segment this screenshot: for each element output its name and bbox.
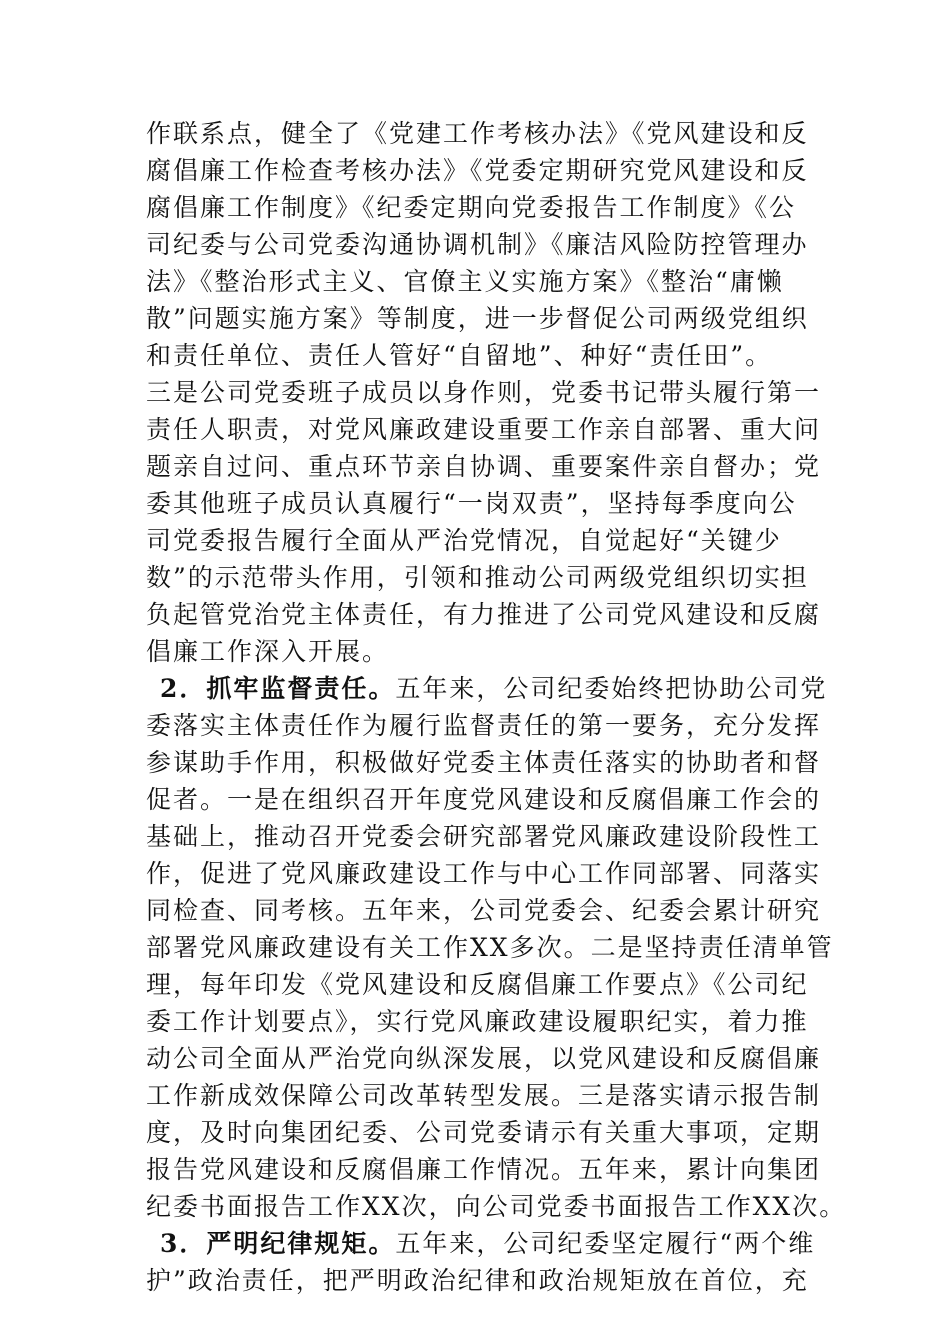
paragraph-line: 散”问题实施方案》等制度，进一步督促公司两级党组织	[146, 304, 809, 333]
paragraph-line: 三是公司党委班子成员以身作则，党委书记带头履行第一	[146, 378, 822, 407]
paragraph-line: 同检查、同考核。五年来，公司党委会、纪委会累计研究	[146, 896, 822, 925]
paragraph-line: 部署党风廉政建设有关工作XX多次。二是坚持责任清单管	[146, 933, 834, 962]
paragraph-line: 和责任单位、责任人管好“自留地”、种好“责任田”。	[146, 341, 773, 370]
section-2-heading: 2．抓牢监督责任。	[160, 674, 396, 703]
paragraph-line: 腐倡廉工作检查考核办法》《党委定期研究党风建设和反	[146, 156, 809, 185]
paragraph-line: 法》《整治形式主义、官僚主义实施方案》《整治“庸懒	[146, 267, 784, 296]
paragraph-line: 促者。一是在组织召开年度党风建设和反腐倡廉工作会的	[146, 785, 822, 814]
paragraph-line: 委工作计划要点》，实行党风廉政建设履职纪实，着力推	[146, 1007, 809, 1036]
section-3-heading: 3．严明纪律规矩。	[160, 1229, 396, 1258]
paragraph-line: 报告党风建设和反腐倡廉工作情况。五年来，累计向集团	[146, 1155, 822, 1184]
section-2-first-line	[146, 670, 828, 707]
paragraph-line: 数”的示范带头作用，引领和推动公司两级党组织切实担	[146, 563, 809, 592]
paragraph-line: 委其他班子成员认真履行“一岗双责”，坚持每季度向公	[146, 489, 797, 518]
paragraph-line: 倡廉工作深入开展。	[146, 637, 390, 666]
paragraph-line: 司纪委与公司党委沟通协调机制》《廉洁风险防控管理办	[146, 230, 809, 259]
paragraph-line: 题亲自过问、重点环节亲自协调、重要案件亲自督办；党	[146, 452, 822, 481]
paragraph-line: 责任人职责，对党风廉政建设重要工作亲自部署、重大问	[146, 415, 822, 444]
section-3-first-line	[146, 1225, 814, 1262]
paragraph-line: 基础上，推动召开党委会研究部署党风廉政建设阶段性工	[146, 822, 822, 851]
paragraph-line: 作联系点，健全了《党建工作考核办法》《党风建设和反	[146, 119, 809, 148]
paragraph-line: 纪委书面报告工作XX次，向公司党委书面报告工作XX次。	[146, 1192, 847, 1221]
section-3-first-line-text: 五年来，公司纪委坚定履行“两个维	[395, 1229, 816, 1258]
paragraph-line: 司党委报告履行全面从严治党情况，自觉起好“关键少	[146, 526, 782, 555]
paragraph-line: 理，每年印发《党风建设和反腐倡廉工作要点》《公司纪	[146, 970, 809, 999]
document-body	[146, 115, 847, 1299]
paragraph-line: 工作新成效保障公司改革转型发展。三是落实请示报告制	[146, 1081, 822, 1110]
paragraph-line: 护”政治责任，把严明政治纪律和政治规矩放在首位，充	[146, 1266, 809, 1295]
paragraph-line: 动公司全面从严治党向纵深发展，以党风建设和反腐倡廉	[146, 1044, 822, 1073]
paragraph-line: 委落实主体责任作为履行监督责任的第一要务，充分发挥	[146, 711, 822, 740]
paragraph-line: 腐倡廉工作制度》《纪委定期向党委报告工作制度》《公	[146, 193, 797, 222]
paragraph-line: 参谋助手作用，积极做好党委主体责任落实的协助者和督	[146, 748, 822, 777]
section-2-first-line-text: 五年来，公司纪委始终把协助公司党	[395, 674, 828, 703]
paragraph-line: 负起管党治党主体责任，有力推进了公司党风建设和反腐	[146, 600, 822, 629]
paragraph-line: 度，及时向集团纪委、公司党委请示有关重大事项，定期	[146, 1118, 822, 1147]
paragraph-line: 作，促进了党风廉政建设工作与中心工作同部署、同落实	[146, 859, 822, 888]
